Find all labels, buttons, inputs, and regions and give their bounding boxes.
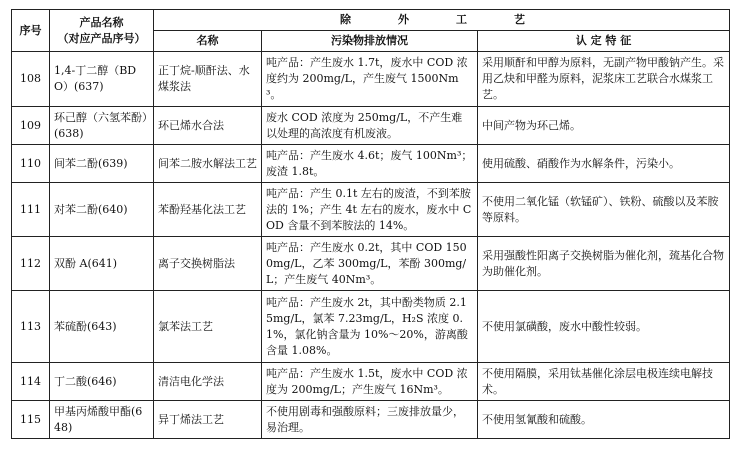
cell-seq: 110 [12,145,50,183]
header-seq: 序号 [12,10,50,52]
cell-process-name: 间苯二胺水解法工艺 [154,145,262,183]
cell-seq: 115 [12,401,50,439]
header-product [50,10,154,52]
header-features: 认 定 特 征 [478,31,730,52]
cell-process-name: 苯酚羟基化法工艺 [154,183,262,237]
cell-product: 丁二酸(646) [50,363,154,401]
cell-process-name: 氯苯法工艺 [154,291,262,363]
cell-product: 环己醇（六氢苯酚）(638) [50,107,154,145]
header-product-subtitle: （对应产品序号） [57,31,146,45]
cell-process-name: 离子交换树脂法 [154,237,262,291]
cell-process-name: 正丁烷-顺酐法、水煤浆法 [154,52,262,107]
cell-product: 1,4-丁二醇（BDO）(637) [50,52,154,107]
header-pollution: 污染物排放情况 [262,31,478,52]
cell-process-name: 异丁烯法工艺 [154,401,262,439]
header-excluded-process: 除 外 工 艺 [154,10,730,31]
process-table [11,9,730,439]
cell-process-name: 清洁电化学法 [154,363,262,401]
cell-pollution: 不使用剧毒和强酸原料；三废排放量少，易治理。 [262,401,478,439]
cell-pollution: 废水 COD 浓度为 250mg/L，不产生难以处理的高浓度有机废液。 [262,107,478,145]
cell-seq: 113 [12,291,50,363]
header-product-title: 产品名称 [79,15,124,29]
cell-product: 苯硫酚(643) [50,291,154,363]
cell-features: 不使用二氧化锰（软锰矿）、铁粉、硫酸以及苯胺等原料。 [478,183,730,237]
cell-pollution: 吨产品：产生 0.1t 左右的废渣，不到苯胺法的 1%；产生 4t 左右的废水，废水中 COD 含量不到苯胺法的 14%。 [262,183,478,237]
cell-seq: 111 [12,183,50,237]
cell-seq: 114 [12,363,50,401]
cell-pollution: 吨产品：产生废水 0.2t，其中 COD 1500mg/L，乙苯 300mg/L，苯酚 300mg/L；产生废气 40Nm³。 [262,237,478,291]
cell-product: 间苯二酚(639) [50,145,154,183]
cell-process-name: 环已烯水合法 [154,107,262,145]
table-row [12,401,730,439]
cell-features: 中间产物为环己烯。 [478,107,730,145]
cell-features: 不使用氢氰酸和硫酸。 [478,401,730,439]
cell-seq: 112 [12,237,50,291]
cell-features: 不使用氯磺酸，废水中酸性较弱。 [478,291,730,363]
cell-features: 使用硫酸、硝酸作为水解条件，污染小。 [478,145,730,183]
cell-product: 甲基丙烯酸甲酯(648) [50,401,154,439]
cell-product: 对苯二酚(640) [50,183,154,237]
process-table-container [11,9,730,439]
table-row [12,107,730,145]
cell-product: 双酚 A(641) [50,237,154,291]
table-row [12,52,730,107]
table-row [12,291,730,363]
cell-pollution: 吨产品：产生废水 1.5t，废水中 COD 浓度为 200mg/L；产生废气 16Nm³。 [262,363,478,401]
table-row [12,145,730,183]
cell-pollution: 吨产品：产生废水 2t，其中酚类物质 2.15mg/L，氯苯 7.23mg/L，H₂S 浓度 0.1%，氯化钠含量为 10%～20%，游离酸含量 1.08%。 [262,291,478,363]
cell-features: 采用顺酐和甲醇为原料，无副产物甲酸钠产生。采用乙炔和甲醛为原料，泥浆床工艺联合水煤浆工艺。 [478,52,730,107]
cell-seq: 108 [12,52,50,107]
cell-pollution: 吨产品：产生废水 4.6t；废气 100Nm³；废渣 1.8t。 [262,145,478,183]
table-row [12,183,730,237]
table-row [12,363,730,401]
cell-pollution: 吨产品：产生废水 1.7t，废水中 COD 浓度约为 200mg/L，产生废气 1500Nm³。 [262,52,478,107]
table-row [12,237,730,291]
cell-seq: 109 [12,107,50,145]
cell-features: 不使用隔膜，采用钛基催化涂层电极连续电解技术。 [478,363,730,401]
header-name: 名称 [154,31,262,52]
cell-features: 采用强酸性阳离子交换树脂为催化剂，巯基化合物为助催化剂。 [478,237,730,291]
